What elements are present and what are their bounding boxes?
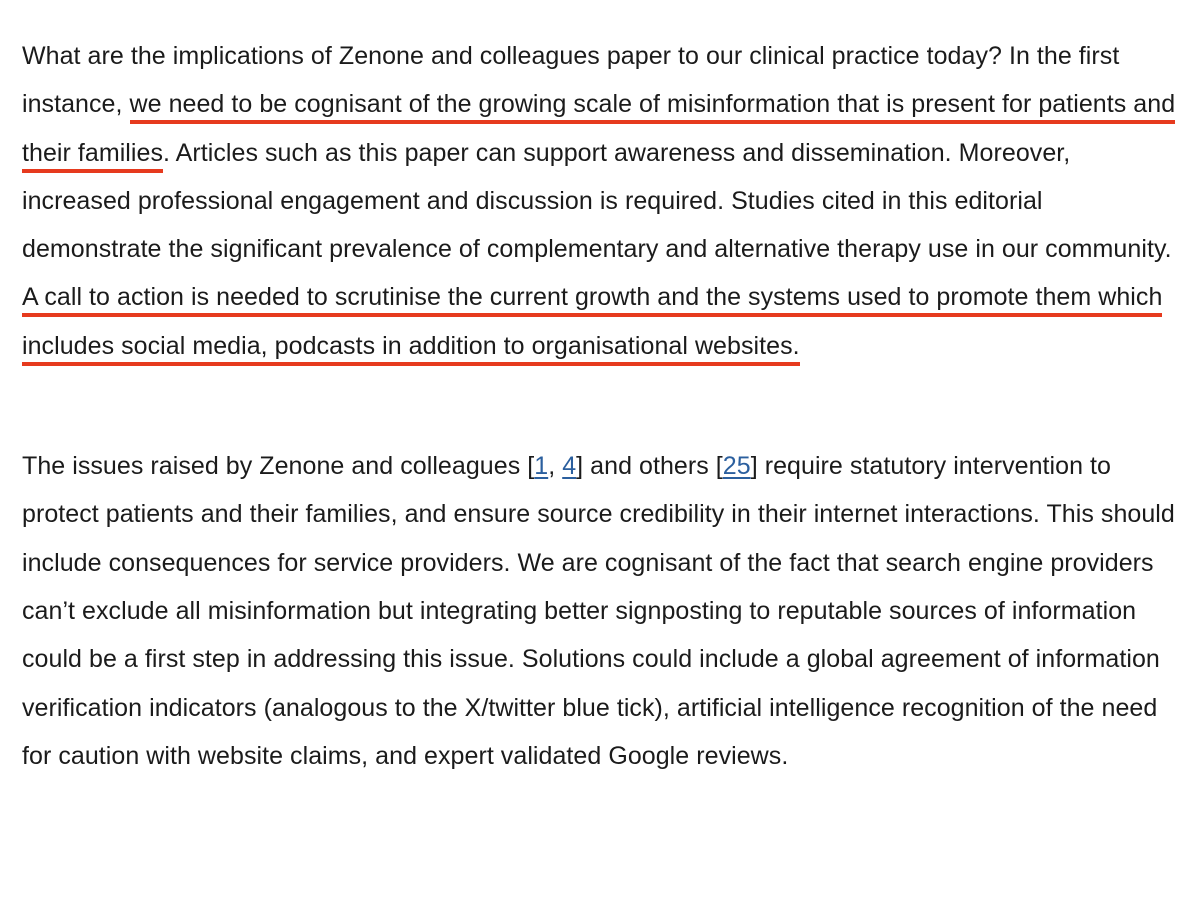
- citation-link-25[interactable]: 25: [722, 452, 751, 481]
- paragraph-implications: [22, 32, 1182, 370]
- citation-link-1[interactable]: 1: [534, 452, 549, 481]
- citation-link-4[interactable]: 4: [562, 452, 577, 481]
- paragraph-text: What are the implications of Zenone and colleagues paper to our clinical practice today? In the first instance,: [22, 42, 1120, 119]
- paragraph-text: The issues raised by Zenone and colleagues [: [22, 452, 535, 481]
- citation-separator: ,: [548, 452, 563, 481]
- article-body: [22, 32, 1182, 780]
- paragraph-text: . Articles such as this paper can support awareness and dissemination. Moreover, increased professional engagement and discussion is required. Studies cited in this editorial demonstrate the significant prevalence of complementary and alternative therapy use in our community.: [22, 138, 1172, 264]
- highlighted-passage: we need to be cognisant of the growing scale of misinformation that is present for patients and their families: [22, 90, 1175, 172]
- paragraph-issues: [22, 442, 1182, 780]
- paragraph-text: ] and others [: [576, 452, 723, 481]
- highlighted-passage: A call to action is needed to scrutinise the current growth and the systems used to promote them which includes social media, podcasts in addition to organisational websites.: [22, 283, 1162, 365]
- paragraph-text: ] require statutory intervention to protect patients and their families, and ensure source credibility in their internet interactions. This should include consequences for service providers. We are cognisant of the fact that search engine providers can’t exclude all misinformation but integrating better signposting to reputable sources of information could be a first step in addressing this issue. Solutions could include a global agreement of information verification indicators (analogous to the X/twitter blue tick), artificial intelligence recognition of the need for caution with website claims, and expert validated Google reviews.: [22, 452, 1175, 770]
